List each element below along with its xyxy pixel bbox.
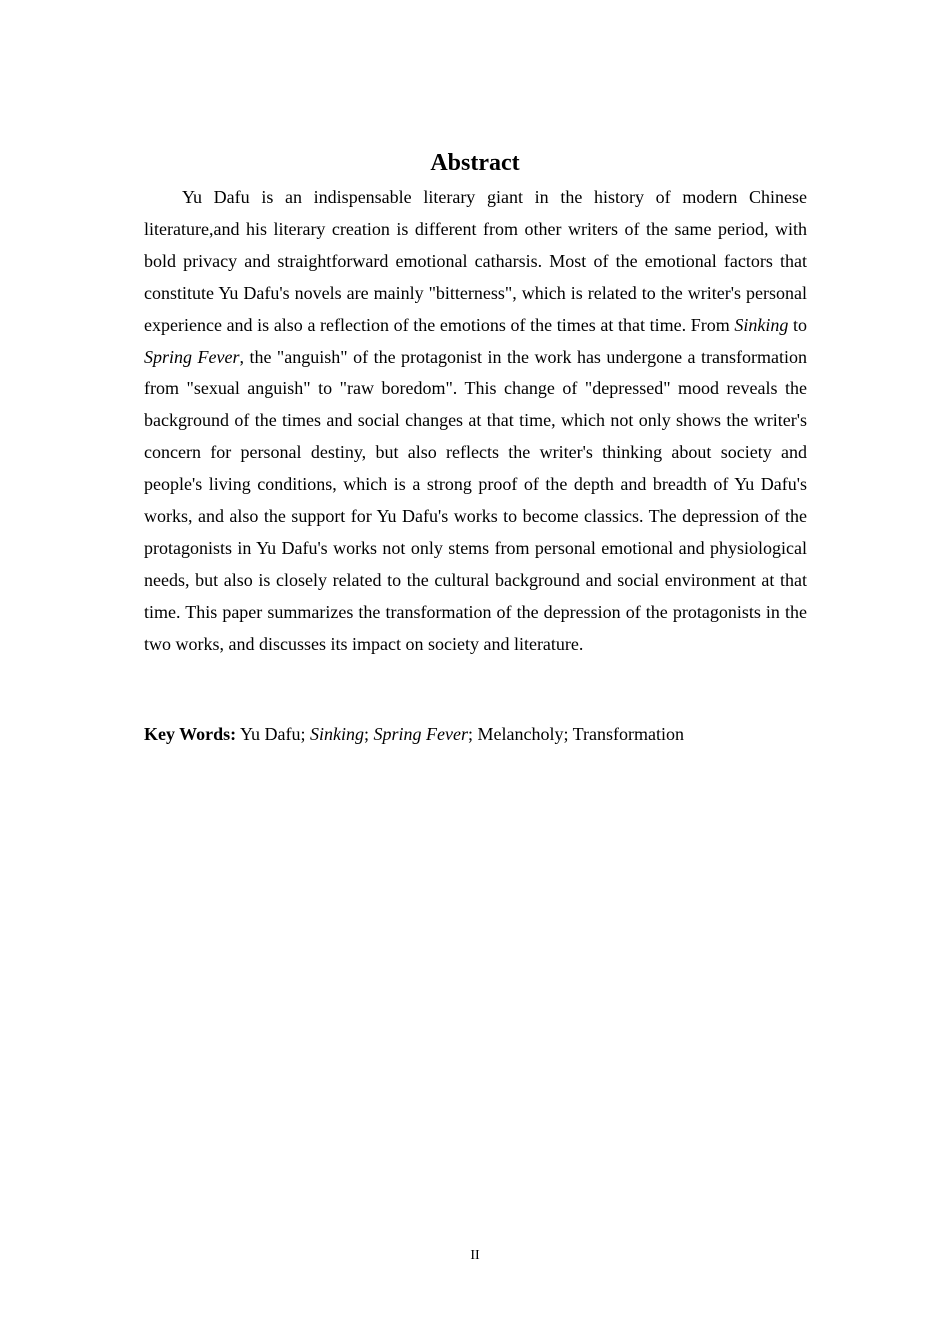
abstract-paragraph <box>144 182 807 661</box>
keyword-text: Yu Dafu; <box>236 724 310 744</box>
work-title-spring-fever: Spring Fever <box>144 346 240 367</box>
work-title-sinking: Sinking <box>734 314 789 335</box>
abstract-text-part2: to <box>788 314 807 335</box>
page-number: II <box>470 1248 480 1263</box>
abstract-text-part3: , the "anguish" of the protagonist in the work has undergone a transformation from "sexual anguish" to "raw boredom". This change of "depressed" mood reveals the background of the times and social changes at that time, which not only shows the writer's concern for personal destiny, but also reflects the writer's thinking about society and people's living conditions, which is a strong proof of the depth and breadth of Yu Dafu's works, and also the support for Yu Dafu's works to become classics. The depression of the protagonists in Yu Dafu's works not only stems from personal emotional and physiological needs, but also is closely related to the cultural background and social environment at that time. This paper summarizes the transformation of the depression of the protagonists in the two works, and discusses its impact on society and literature. <box>144 346 807 654</box>
abstract-text-part1: Yu Dafu is an indispensable literary giant in the history of modern Chinese literature,and his literary creation is different from other writers of the same period, with bold privacy and straightforward emotional catharsis. Most of the emotional factors that constitute Yu Dafu's novels are mainly "bitterness", which is related to the writer's personal experience and is also a reflection of the emotions of the times at that time. From <box>144 187 807 335</box>
abstract-title: Abstract <box>430 150 520 176</box>
keyword-sinking: Sinking <box>310 724 364 744</box>
keyword-rest: ; Melancholy; Transformation <box>468 724 684 744</box>
keywords-line <box>144 718 807 750</box>
keywords-label: Key Words: <box>144 724 237 744</box>
keyword-separator: ; <box>364 724 374 744</box>
keyword-spring-fever: Spring Fever <box>373 724 468 744</box>
